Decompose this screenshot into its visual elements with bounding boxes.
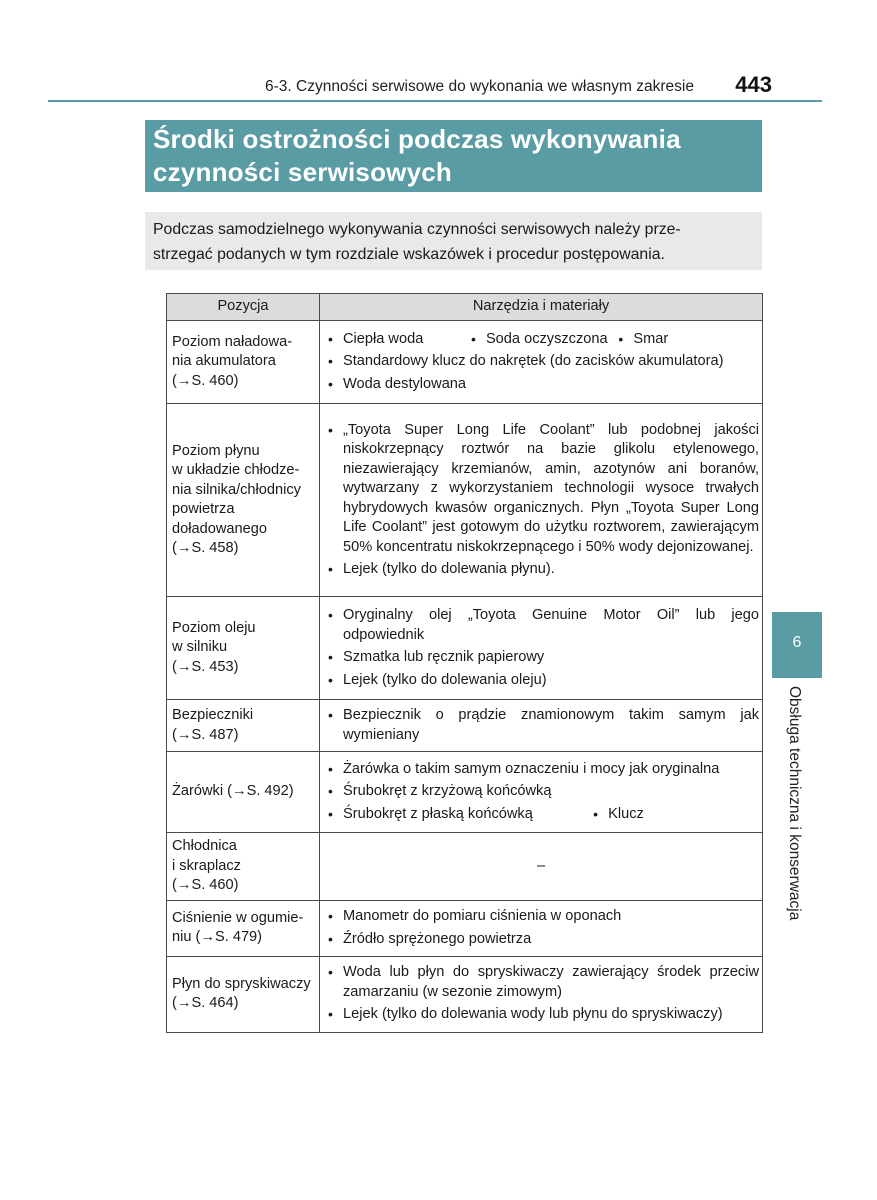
position-cell xyxy=(167,833,320,901)
tool-item-text: Lejek (tylko do dolewania wody lub płynu do spryskiwaczy) xyxy=(343,1006,723,1023)
bullet-icon: • xyxy=(328,760,333,777)
position-cell xyxy=(167,752,320,833)
tool-item xyxy=(323,805,588,825)
bullet-icon: • xyxy=(328,330,333,347)
bullet-icon: • xyxy=(328,908,333,924)
tool-item-text: Klucz xyxy=(608,805,644,822)
bullet-icon: • xyxy=(328,783,333,800)
tools-cell xyxy=(320,956,763,1032)
tool-item xyxy=(323,930,759,950)
tool-item-text: Szmatka lub ręcznik papierowy xyxy=(343,649,545,665)
position-line: Bezpieczniki xyxy=(172,707,254,723)
tool-items-inline xyxy=(323,805,759,825)
position-cell xyxy=(167,900,320,956)
running-header xyxy=(48,72,822,102)
tool-items-inline xyxy=(323,330,759,350)
tools-cell xyxy=(320,700,763,752)
tools-cell xyxy=(320,833,763,901)
intro-paragraph xyxy=(145,212,762,270)
chapter-title: 6-3. Czynności serwisowe do wykonania we własnym zakresie xyxy=(264,78,694,95)
table-row xyxy=(167,900,763,956)
tool-item-text: Woda destylowana xyxy=(343,375,467,392)
position-line: Płyn do spryskiwaczy xyxy=(172,975,311,992)
position-line: nia silnika/chłodnicy xyxy=(172,481,301,498)
chapter-tab-number: 6 xyxy=(792,634,802,651)
position-line: Poziom naładowa- xyxy=(172,333,293,350)
bullet-icon: • xyxy=(328,649,333,665)
position-line: (→S. 453) xyxy=(172,658,239,675)
table-row xyxy=(167,700,763,752)
tool-item xyxy=(323,330,466,350)
chapter-tab xyxy=(772,612,822,678)
position-line: (→S. 460) xyxy=(172,372,239,389)
position-line: (→S. 464) xyxy=(172,995,239,1011)
table-row xyxy=(167,956,763,1032)
tool-item xyxy=(323,907,759,927)
tool-item-text: Żarówka o takim samym oznaczeniu i mocy jak oryginalna xyxy=(343,760,720,777)
empty-value-dash: – xyxy=(536,857,546,874)
tool-item-text: Źródło sprężonego powietrza xyxy=(343,930,532,947)
bullet-icon: • xyxy=(328,353,333,370)
column-header-position: Pozycja xyxy=(167,294,320,321)
tool-item xyxy=(323,606,759,645)
tool-item-text: Ciepła woda xyxy=(343,330,424,347)
bullet-icon: • xyxy=(328,671,333,688)
tool-item-text: Oryginalny olej „Toyota Genuine Motor Oil” lub jego odpowiednik xyxy=(343,607,759,643)
bullet-icon: • xyxy=(328,561,333,577)
bullet-icon: • xyxy=(593,805,599,822)
position-cell xyxy=(167,956,320,1032)
tool-item-text: Manometr do pomiaru ciśnienia w oponach xyxy=(343,908,622,924)
chapter-side-label: Obsługa techniczna i konserwacja xyxy=(786,686,803,921)
tool-item xyxy=(588,805,759,825)
bullet-icon: • xyxy=(328,707,333,723)
tools-cell xyxy=(320,597,763,700)
position-line: Ciśnienie w ogumie- xyxy=(172,909,304,926)
tool-item-text: Śrubokręt z krzyżową końcówką xyxy=(343,783,552,800)
tool-item-text: Lejek (tylko do dolewania oleju) xyxy=(343,671,547,688)
table-row xyxy=(167,833,763,901)
column-header-tools: Narzędzia i materiały xyxy=(320,294,763,321)
position-line: Poziom płynu xyxy=(172,442,260,459)
tool-item-text: Śrubokręt z płaską końcówką xyxy=(343,805,533,822)
tool-item-text: Woda lub płyn do spryskiwaczy zawierający środek przeciw zamarzaniu (w sezonie zimowym) xyxy=(343,964,759,1000)
bullet-icon: • xyxy=(328,805,333,822)
table-row xyxy=(167,597,763,700)
position-line: powietrza xyxy=(172,501,235,517)
bullet-icon: • xyxy=(328,375,333,392)
position-line: (→S. 458) xyxy=(172,540,239,556)
tool-item xyxy=(323,648,759,668)
position-cell xyxy=(167,700,320,752)
position-line: w silniku xyxy=(172,639,228,656)
tool-item xyxy=(323,671,759,691)
position-cell xyxy=(167,597,320,700)
table-row xyxy=(167,404,763,597)
table-header-row xyxy=(167,294,763,321)
tool-item-text: Standardowy klucz do nakrętek (do zacisków akumulatora) xyxy=(343,353,724,370)
tool-item-text: „Toyota Super Long Life Coolant” lub podobnej jakości niskokrzepnący roztwór na bazie glikolu etylenowego, niezawierający krzemianów, amin, azotynów ani boranów, wytwarzany z wykorzystaniem technologii wysoce trwałych hybrydowych kwasów organicznych. Płyn „Toyota Super Long Life Coolant” jest gotowym do użytku roztworem, zawierającym 50% koncentratu niskokrzepnącego i 50% wody dejonizowanej. xyxy=(343,421,759,555)
position-line: nia akumulatora xyxy=(172,353,276,370)
tools-table xyxy=(166,293,763,1033)
bullet-icon: • xyxy=(618,330,624,347)
position-line: Chłodnica xyxy=(172,838,237,854)
tool-item xyxy=(323,421,759,558)
bullet-icon: • xyxy=(328,421,333,438)
section-title xyxy=(145,120,762,192)
position-cell xyxy=(167,404,320,597)
bullet-icon: • xyxy=(470,330,476,347)
tool-item-text: Soda oczyszczona xyxy=(485,330,608,347)
page-number: 443 xyxy=(735,72,772,97)
tool-item xyxy=(323,706,759,745)
position-line: niu (→S. 479) xyxy=(172,929,263,945)
position-line: (→S. 487) xyxy=(172,726,239,743)
position-line: (→S. 460) xyxy=(172,877,239,893)
tool-item xyxy=(323,1005,759,1025)
position-cell xyxy=(167,321,320,404)
tools-cell xyxy=(320,321,763,404)
position-line: Poziom oleju xyxy=(172,619,256,636)
section-title-line: Środki ostrożności podczas wykonywania xyxy=(153,124,681,154)
table-row xyxy=(167,752,763,833)
section-title-line: czynności serwisowych xyxy=(153,157,452,187)
tools-cell xyxy=(320,900,763,956)
tool-item xyxy=(323,760,759,780)
position-line: Żarówki (→S. 492) xyxy=(172,783,294,800)
tools-cell xyxy=(320,404,763,597)
bullet-icon: • xyxy=(328,1006,333,1023)
tool-item-text: Lejek (tylko do dolewania płynu). xyxy=(343,561,555,577)
tool-item xyxy=(323,963,759,1002)
tool-item xyxy=(323,782,759,802)
bullet-icon: • xyxy=(328,964,333,981)
tool-item xyxy=(466,330,613,350)
position-line: w układzie chłodze- xyxy=(172,462,300,478)
position-line: doładowanego xyxy=(172,520,267,537)
tool-item xyxy=(323,352,759,372)
intro-line: strzegać podanych w tym rozdziale wskazówek i procedur postępowania. xyxy=(153,246,665,263)
tool-item-text: Bezpiecznik o prądzie znamionowym takim samym jak wymieniany xyxy=(343,707,759,743)
tool-item xyxy=(613,330,759,350)
position-line: i skraplacz xyxy=(172,857,241,874)
table-row xyxy=(167,321,763,404)
tool-item-text: Smar xyxy=(633,330,669,347)
tool-item xyxy=(323,560,759,580)
bullet-icon: • xyxy=(328,930,333,947)
tools-cell xyxy=(320,752,763,833)
tool-item xyxy=(323,375,759,395)
bullet-icon: • xyxy=(328,607,333,623)
intro-line: Podczas samodzielnego wykonywania czynności serwisowych należy prze- xyxy=(153,221,681,238)
